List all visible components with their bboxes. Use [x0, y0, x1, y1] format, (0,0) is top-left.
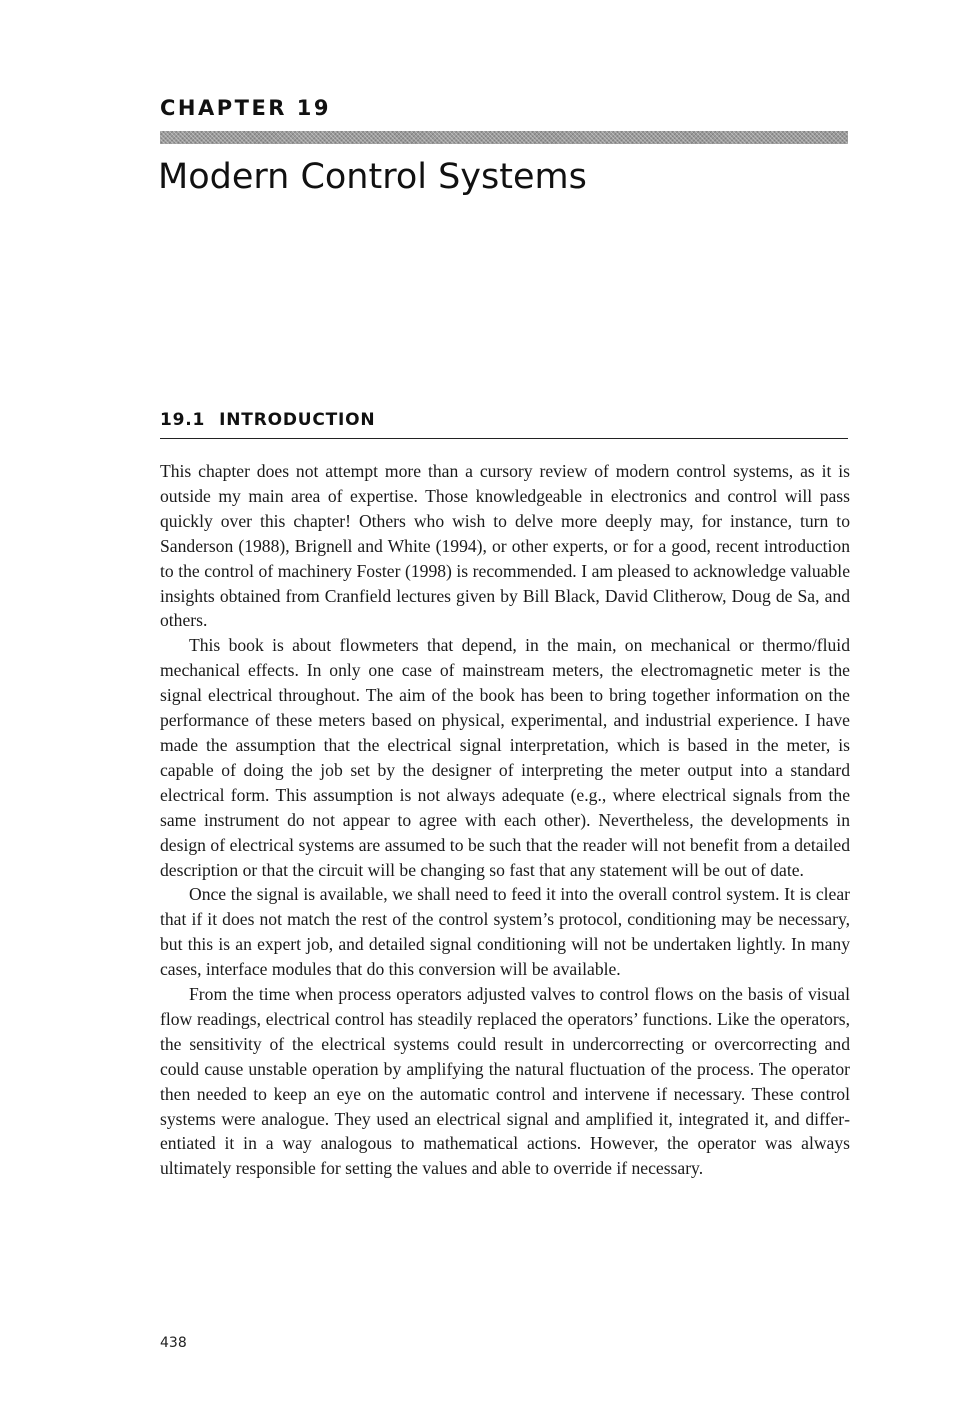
section-number: 19.1	[160, 410, 206, 430]
section-divider	[160, 438, 848, 439]
paragraph: From the time when process operators adjusted valves to control flows on the basis of visual flow readings, electrical control has steadily replaced the operators’ functions. Like the operators, the sensitivity of the electrical systems could result in undercorrecting or overcorrecting and could cause unstable operation by amplifying the natural fluctuation of the process. The operator then needed to keep an eye on the automatic control and intervene if necessary. These control systems were analogue. They used an electrical signal and amplified it, integrated it, and differentiated it in a way analogous to mathematical actions. However, the operator was always ultimately responsible for setting the values and able to override if necessary.	[160, 984, 850, 1179]
chapter-label: CHAPTER 19	[160, 96, 332, 120]
paragraph: This chapter does not attempt more than a cursory review of modern control systems, as it is outside my main area of expertise. Those knowledgeable in electronics and control will pass quickly over this chapter! Others who wish to delve more deeply may, for instance, turn to Sanderson (1988), Brignell and White (1994), or other experts, or for a good, recent introduction to the control of machinery Foster (1998) is recommended. I am pleased to acknowledge valuable insights obtained from Cranfield lectures given by Bill Black, David Clitherow, Doug de Sa, and others.	[160, 461, 850, 631]
section-title: INTRODUCTION	[219, 410, 376, 430]
section-heading	[160, 409, 375, 431]
chapter-divider-bar	[160, 131, 848, 144]
paragraph: This book is about flowmeters that depend, in the main, on mechanical or thermo/fluid mechanical effects. In only one case of mainstream meters, the electromagnetic meter is the signal electrical throughout. The aim of the book has been to bring together information on the performance of these meters based on physical, experimental, and industrial experience. I have made the assumption that the electrical signal interpretation, which is based in the meter, is capable of doing the job set by the designer of interpreting the meter output into a standard electrical form. This assumption is not always adequate (e.g., where electrical signals from the same instrument do not appear to agree with each other). Nevertheless, the developments in design of electrical systems are assumed to be such that the reader will not benefit from a detailed description or that the circuit will be changing so fast that any statement will be out of date.	[160, 635, 850, 880]
body-text	[160, 459, 850, 1181]
paragraph: Once the signal is available, we shall need to feed it into the overall control system. It is clear that if it does not match the rest of the control system’s protocol, conditioning may be necessary, but this is an expert job, and detailed signal conditioning will not be undertaken lightly. In many cases, interface modules that do this conversion will be available.	[160, 884, 850, 980]
page-number: 438	[160, 1335, 187, 1351]
chapter-title: Modern Control Systems	[158, 157, 587, 197]
